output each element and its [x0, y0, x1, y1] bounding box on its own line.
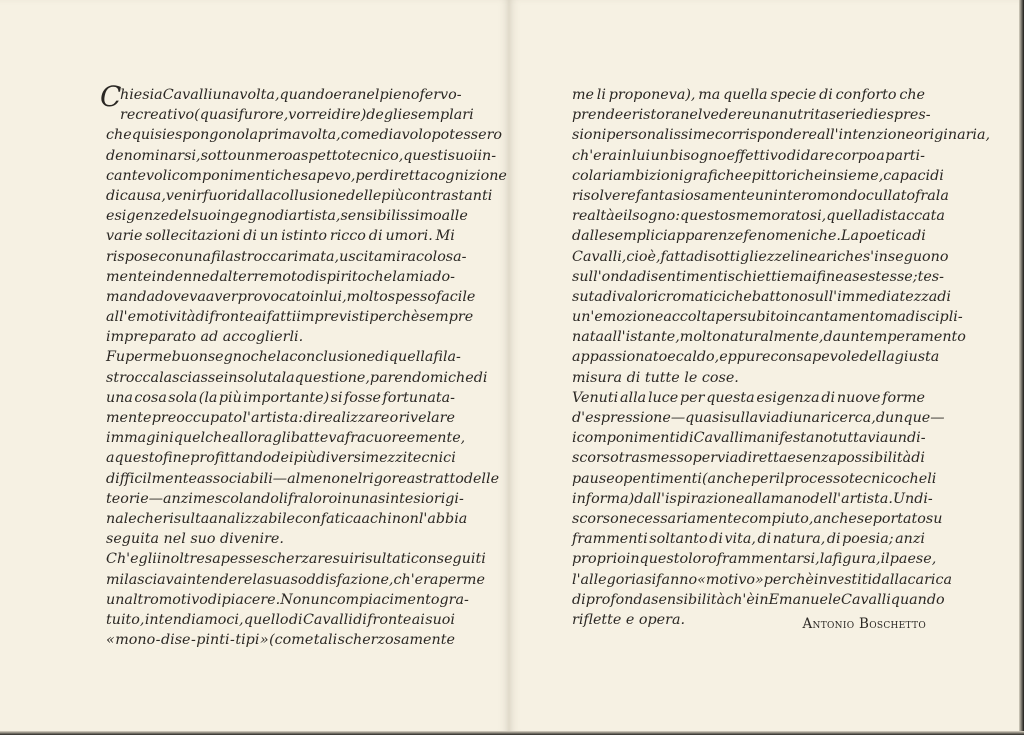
text-line: manda doveva aver provocato in lui, molto spesso facile — [106, 288, 476, 305]
text-line: Fu per me buon segno che la conclusione di quella fila- — [106, 349, 461, 366]
text-line: scorso trasmesso per via diretta e senza possibilità di — [572, 450, 925, 467]
text-line: risolvere fantasiosamente un intero mondo cullato fra la — [572, 187, 949, 204]
text-line: Ch'egli inoltre sapesse scherzare sui risultati conseguiti — [106, 551, 486, 568]
right-edge-shadow — [1019, 0, 1024, 735]
text-line: immagini quel che allora gli batteva fra cuore e mente, — [106, 430, 466, 447]
text-line: i componimenti di Cavalli manifestano tuttavia un di- — [572, 430, 926, 447]
text-line: suta di valori cromatici che battono sull'immediatezza di — [572, 288, 952, 305]
left-page — [0, 0, 509, 735]
author-signature: Antonio Boschetto — [802, 616, 926, 632]
text-line: rispose con una filastrocca rimata, uscita miracolosa- — [106, 248, 467, 265]
bottom-edge-shadow — [0, 731, 1024, 735]
text-line: realtà e il sogno: questo smemoratosi, quella distaccata — [572, 208, 945, 225]
text-line: ch'era in lui un bisogno effettivo di dare corpo a parti- — [572, 147, 925, 164]
text-line: Cavalli, cioè, fatta di sottigliezze lineari che s'inseguono — [572, 248, 949, 265]
text-line: re creativo (quasi furore, vorrei dire) degli esemplari — [120, 107, 474, 124]
text-line: nata all'istante, molto naturalmente, da un temperamento — [572, 329, 966, 346]
text-line: tuito, intendiamoci, quello di Cavalli di fronte ai suoi — [106, 611, 455, 628]
text-line: me li proponeva), ma quella specie di conforto che — [572, 87, 925, 103]
text-line: a questo fine profittando dei più diversi mezzi tecnici — [106, 450, 456, 467]
text-line: informa) dall'ispirazione alla mano dell'artista. Un di- — [572, 490, 933, 507]
text-line: proprio in questo loro frammentarsi, la figura, il paese, — [572, 551, 937, 568]
text-line: seguita nel suo divenire. — [106, 531, 284, 548]
text-line: mente indenne dal terremoto di spirito che la mia do- — [106, 268, 455, 285]
text-line: di causa, venir fuori dalla collusione delle più contrastanti — [106, 187, 493, 204]
text-line: un altro motivo di piacere. Non un compiacimento gra- — [106, 591, 469, 608]
text-line: mente preoccupato l'artista: di realizzare o rivelare — [106, 410, 455, 426]
text-line: mi lasciava intendere la sua soddisfazione, ch'era per me — [106, 571, 485, 588]
text-line: scorso necessariamente compiuto, anche se portato su — [572, 510, 943, 527]
text-line: sioni personalissime corrispondere all'intenzione originaria, — [572, 127, 991, 144]
text-line: varie sollecitazioni di un istinto ricco di umori. Mi — [106, 228, 455, 245]
text-line: misura di tutte le cose. — [572, 369, 739, 386]
text-line: di profonda sensibilità ch'è in Emanuele Cavalli quando — [572, 591, 945, 608]
text-line: cantevoli componimenti che sapevo, per diretta cognizione — [106, 167, 507, 184]
text-line: prende e ristora nel vedere una nutrita serie di espres- — [572, 107, 931, 124]
text-line: sull'onda di sentimenti schietti e mai fine a se stesse; tes- — [572, 268, 944, 285]
text-line: pause o pentimenti (anche per il processo tecnico che li — [572, 470, 937, 487]
text-line: denominarsi, sotto un mero aspetto tecnico, questi suoi in- — [106, 147, 497, 164]
text-line: un'emozione accolta per subito incantamento ma discipli- — [572, 309, 963, 326]
text-line: riflette e opera. — [572, 611, 686, 628]
text-line: d'espressione — quasi sulla via di una ricerca, dunque — — [572, 410, 945, 426]
text-line: difficilmente associabili — almeno nel rigore astratto delle — [106, 470, 500, 487]
text-line: esigenze del suo ingegno di artista, sensibilissimo alle — [106, 208, 468, 225]
text-line: l'allegoria si fanno « motivo » perchè investiti dalla carica — [572, 571, 953, 588]
text-line: una cosa sola (la più importante) si fosse fortunata- — [106, 389, 455, 406]
text-line: impreparato ad accoglierli. — [106, 329, 304, 346]
right-lines — [572, 85, 991, 630]
text-line: che qui si espongono la prima volta, come diavolo potessero — [106, 127, 503, 144]
text-line: dalle semplici apparenze fenomeniche. La poetica di — [572, 228, 926, 245]
text-line: Venuti alla luce per questa esigenza di nuove forme — [572, 389, 925, 406]
text-line: appassionato e caldo, eppure consapevole della giusta — [572, 349, 940, 366]
text-line: frammenti soltanto di vita, di natura, di poesia; anzi — [572, 531, 925, 548]
right-text-column — [572, 85, 991, 630]
text-line: strocca lasciasse insoluta la questione, parendomi che di — [106, 369, 488, 386]
text-line: « mono - dise - pinti - tipi » (come tali scherzosamente — [106, 632, 455, 649]
text-line: all'emotività di fronte ai fatti imprevisti perchè sempre — [106, 309, 474, 326]
text-line: colari ambizioni grafiche e pittoriche insieme, capaci di — [572, 167, 944, 184]
text-line: teorie — anzi mescolandoli fra loro in una sintesi origi- — [106, 490, 464, 507]
left-text-column — [100, 80, 507, 650]
left-lines — [106, 85, 507, 650]
text-line: nale che risulta analizzabile con fatica a chi non l'abbia — [106, 510, 468, 527]
text-line: hiesi a Cavalli una volta, quando era nel pieno fervo- — [120, 87, 462, 103]
drop-cap: C — [100, 80, 122, 113]
